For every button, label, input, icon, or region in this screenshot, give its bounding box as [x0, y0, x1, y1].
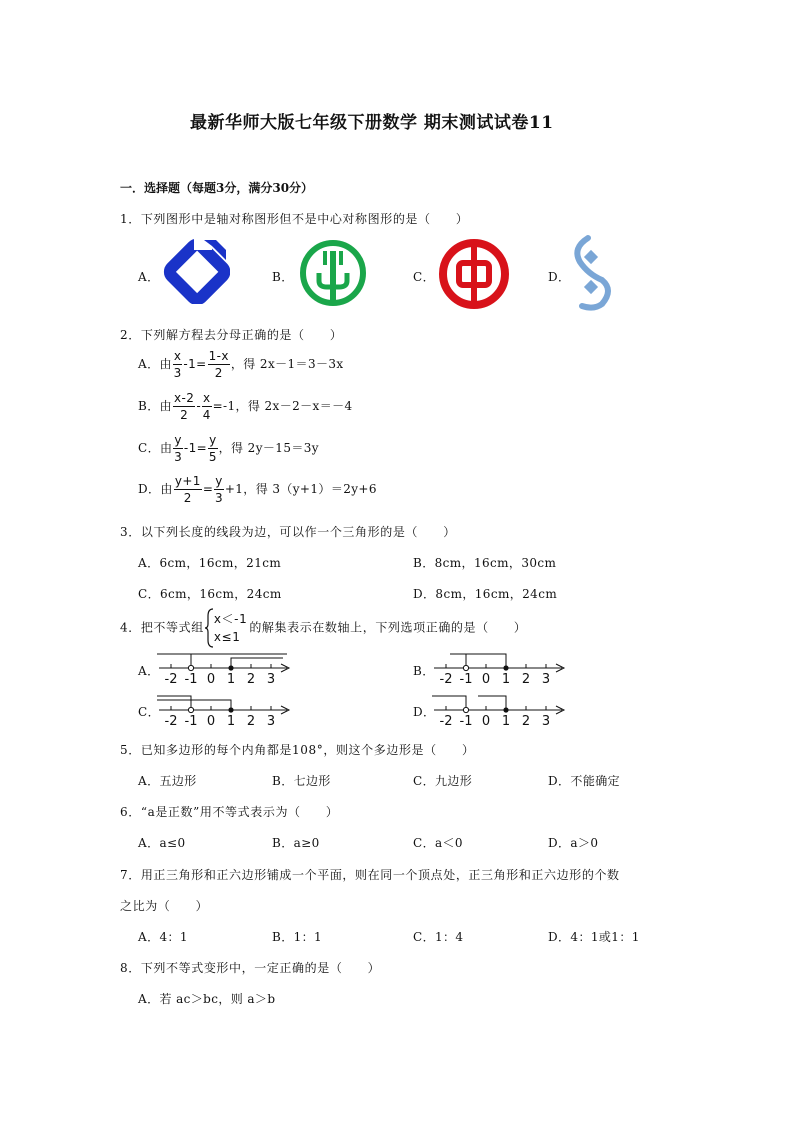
fraction: $\frac{y}{5}$	[208, 433, 217, 464]
number-line-b	[430, 646, 570, 688]
q3-option-c: C．6cm，16cm，24cm	[138, 587, 282, 601]
number-line-a	[155, 646, 295, 688]
ccb-logo-icon	[160, 236, 230, 304]
tick-label: 1	[226, 672, 236, 687]
tick-label: 1	[501, 714, 511, 729]
tick-label: -1	[184, 714, 198, 729]
spiral-logo-icon	[566, 234, 618, 312]
tick-label: -2	[164, 714, 178, 729]
tick-label: -1	[184, 672, 198, 687]
fraction: $\frac{x-2}{2}$	[174, 391, 195, 422]
tick-label: 0	[206, 672, 216, 687]
q7-option-a: A．4：1	[138, 930, 188, 944]
tick-label: 0	[481, 672, 491, 687]
tick-label: 2	[521, 672, 531, 687]
fraction: $\frac{y}{3}$	[215, 474, 224, 505]
fraction: $\frac{x}{3}$	[173, 349, 182, 380]
tick-label: -2	[439, 672, 453, 687]
q1-option-b-label: B．	[272, 270, 294, 284]
solution-ray	[157, 700, 231, 710]
q4-option-a-label: A．	[138, 664, 160, 678]
number-line-c	[155, 688, 295, 730]
q1-option-d-label: D．	[548, 270, 571, 284]
q3-option-d: D．8cm，16cm，24cm	[413, 587, 558, 601]
tick-label: 0	[206, 714, 216, 729]
fraction: $\frac{y}{3}$	[174, 433, 183, 464]
closed-point	[228, 707, 233, 712]
open-point	[463, 665, 468, 670]
question-8-stem: 8．下列不等式变形中，一定正确的是（ ）	[120, 961, 381, 975]
q2-a-label: A．由	[138, 357, 172, 371]
q2-option-a: A．由 $\frac{x}{3}$ -1= $\frac{1-x}{2}$ ，得 2x－1＝3－3x	[138, 349, 344, 380]
brace-icon	[204, 608, 214, 648]
question-7-stem-cont: 之比为（ ）	[120, 899, 209, 913]
solution-ray	[157, 654, 191, 668]
abc-logo-icon	[297, 237, 369, 309]
q4-option-d-label: D．	[413, 705, 436, 719]
q3-option-a: A．6cm，16cm，21cm	[138, 556, 282, 570]
tick-label: 3	[266, 714, 276, 729]
tick-label: 2	[521, 714, 531, 729]
tick-label: 3	[266, 672, 276, 687]
fraction: $\frac{1-x}{2}$	[208, 349, 229, 380]
solution-ray	[478, 696, 506, 710]
open-point	[463, 707, 468, 712]
q7-option-d: D．4：1或1：1	[548, 930, 640, 944]
inequality-system: x＜-1 x≤1	[213, 612, 248, 644]
fraction: $\frac{x}{4}$	[202, 391, 211, 422]
page-title: 最新华师大版七年级下册数学 期末测试试卷11	[190, 113, 554, 133]
open-point	[188, 665, 193, 670]
q1-option-c-label: C．	[413, 270, 435, 284]
question-2-stem: 2．下列解方程去分母正确的是（ ）	[120, 328, 343, 342]
q5-option-b: B．七边形	[272, 774, 331, 788]
tick-label: -2	[439, 714, 453, 729]
q6-option-d: D．a＞0	[548, 836, 599, 850]
boc-logo-icon	[437, 237, 511, 311]
number-line-d	[430, 688, 570, 730]
q1-option-a-label: A．	[138, 270, 160, 284]
tick-label: 2	[246, 714, 256, 729]
solution-ray	[157, 696, 191, 710]
q7-option-c: C．1：4	[413, 930, 464, 944]
question-7-stem: 7．用正三角形和正六边形铺成一个平面，则在同一个顶点处，正三角形和正六边形的个数	[120, 868, 620, 882]
q6-option-c: C．a＜0	[413, 836, 463, 850]
tick-label: 1	[226, 714, 236, 729]
tick-label: -1	[459, 714, 473, 729]
q5-option-d: D．不能确定	[548, 774, 621, 788]
question-5-stem: 5．已知多边形的每个内角都是108°，则这个多边形是（ ）	[120, 743, 475, 757]
q4-option-b-label: B．	[413, 664, 435, 678]
q8-option-a: A．若 ac＞bc，则 a＞b	[138, 992, 276, 1006]
q5-option-a: A．五边形	[138, 774, 197, 788]
question-1-stem: 1．下列图形中是轴对称图形但不是中心对称图形的是（ ）	[120, 212, 469, 226]
open-point	[188, 707, 193, 712]
closed-point	[503, 707, 508, 712]
tick-label: 3	[541, 672, 551, 687]
tick-label: -2	[164, 672, 178, 687]
solution-ray	[231, 658, 283, 668]
question-4-stem: 4．把不等式组 x＜-1 x≤1 的解集表示在数轴上，下列选项正确的是（ ）	[120, 608, 527, 648]
q2-option-b: B．由 $\frac{x-2}{2}$ - $\frac{x}{4}$ =-1，得 2x－2－x＝－4	[138, 391, 353, 422]
q5-option-c: C．九边形	[413, 774, 473, 788]
q6-option-b: B．a≥0	[272, 836, 320, 850]
q2-option-c: C．由 $\frac{y}{3}$ -1= $\frac{y}{5}$ ，得 2y－15＝3y	[138, 433, 319, 464]
tick-label: 3	[541, 714, 551, 729]
closed-point	[503, 665, 508, 670]
q2-option-d: D．由 $\frac{y+1}{2}$ = $\frac{y}{3}$ +1，得 3（y+1）＝2y+6	[138, 474, 377, 505]
q6-option-a: A．a≤0	[138, 836, 186, 850]
tick-label: 0	[481, 714, 491, 729]
section-heading: 一．选择题（每题3分，满分30分）	[120, 181, 314, 195]
q4-option-c-label: C．	[138, 705, 160, 719]
tick-label: 2	[246, 672, 256, 687]
fraction: $\frac{y+1}{2}$	[174, 474, 201, 505]
question-6-stem: 6．“a是正数”用不等式表示为（ ）	[120, 805, 339, 819]
solution-ray	[432, 696, 466, 710]
question-3-stem: 3．以下列长度的线段为边，可以作一个三角形的是（ ）	[120, 525, 456, 539]
q7-option-b: B．1：1	[272, 930, 323, 944]
q3-option-b: B．8cm，16cm，30cm	[413, 556, 557, 570]
tick-label: 1	[501, 672, 511, 687]
tick-label: -1	[459, 672, 473, 687]
closed-point	[228, 665, 233, 670]
